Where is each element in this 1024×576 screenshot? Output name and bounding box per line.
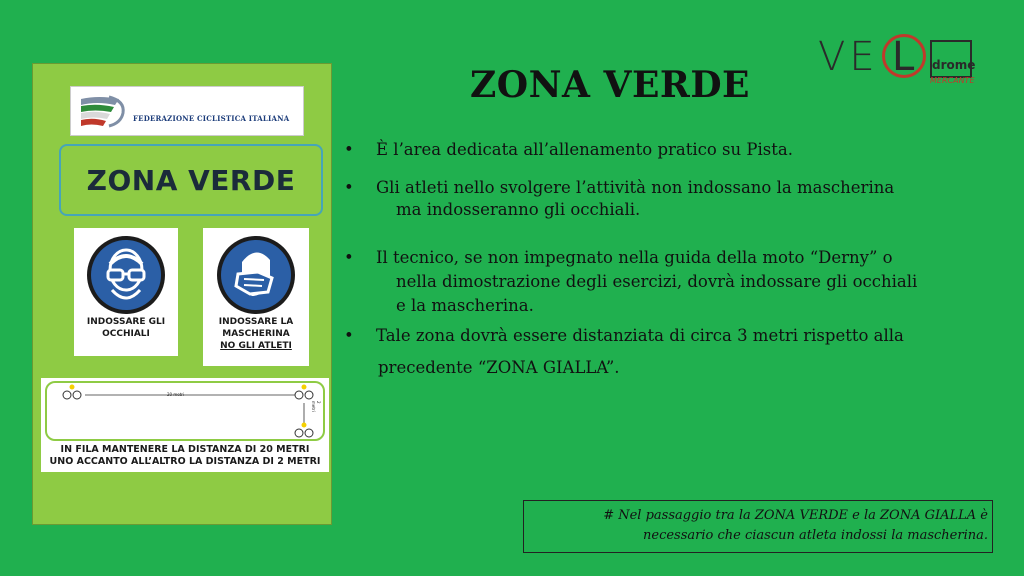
mask-sign-label: INDOSSARE LA MASCHERINA NO GLI ATLETI bbox=[218, 317, 294, 351]
distance-diagram bbox=[45, 381, 325, 441]
velodrome-logo bbox=[818, 30, 988, 90]
cyclist-icon-top-right bbox=[295, 385, 313, 400]
zona-verde-poster bbox=[32, 63, 332, 525]
distance-20-label: 20 metri bbox=[167, 392, 185, 397]
cyclists-distance-icon bbox=[47, 383, 327, 443]
bullet-marker: • bbox=[344, 140, 354, 159]
logo-ve: VE bbox=[818, 34, 879, 80]
logo-drome: drome bbox=[932, 58, 976, 72]
fci-flag-icon bbox=[79, 93, 129, 129]
fci-logo bbox=[70, 86, 304, 136]
federation-name: FEDERAZIONE CICLISTICA ITALIANA bbox=[133, 114, 290, 123]
cyclist-icon-bottom-right bbox=[295, 423, 313, 438]
poster-zone-title-text: ZONA VERDE bbox=[86, 163, 296, 197]
bullet-marker: • bbox=[344, 248, 354, 267]
glasses-icon bbox=[78, 234, 174, 316]
poster-zone-title bbox=[59, 144, 323, 216]
glasses-sign-label: INDOSSARE GLI OCCHIALI bbox=[86, 317, 166, 339]
glasses-sign bbox=[74, 228, 178, 356]
bullet-marker: • bbox=[344, 326, 354, 345]
distance-rule-box bbox=[41, 378, 329, 472]
logo-l: L bbox=[892, 34, 915, 80]
bullet-marker: • bbox=[344, 178, 354, 197]
distance-2-label: 2 metri bbox=[311, 401, 321, 412]
face-mask-icon bbox=[208, 234, 304, 316]
transition-note: # Nel passaggio tra la ZONA VERDE e la ZONA GIALLA è necessario che ciascun atleta indossi la mascherina. bbox=[523, 500, 993, 553]
slide-title: ZONA VERDE bbox=[470, 64, 750, 106]
logo-mercante: MERCANTE bbox=[930, 76, 975, 85]
mask-exception-label: NO GLI ATLETI bbox=[220, 341, 292, 351]
mask-sign bbox=[203, 228, 309, 366]
distance-rule-text: IN FILA MANTENERE LA DISTANZA DI 20 METRI UNO ACCANTO ALL’ALTRO LA DISTANZA DI 2 METRI bbox=[49, 444, 321, 467]
cyclist-icon-left bbox=[63, 385, 81, 400]
